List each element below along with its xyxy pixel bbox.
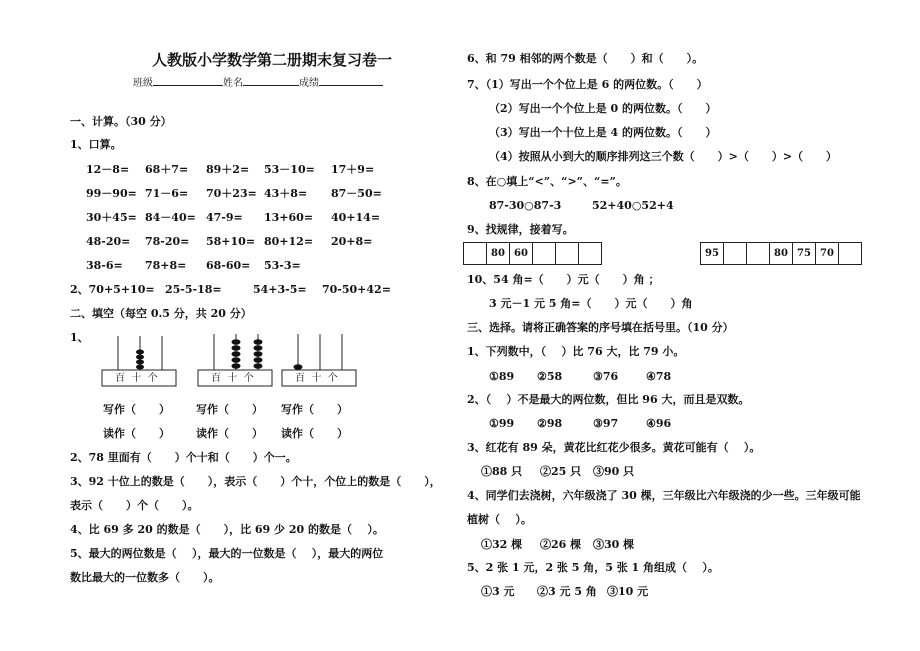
oral-calc-item: 80+12= [264, 235, 314, 248]
fill-q10-2: 3 元－1 元 5 角=（ ）元（ ）角 [489, 297, 693, 310]
oral-calc-item: 30＋45= [86, 211, 137, 224]
oral-calc-label: 1、口算。 [70, 138, 122, 151]
oral-calc-item: 20+8= [331, 235, 373, 248]
choice-q2-opt4: ④96 [646, 417, 672, 430]
q2-calc-item-2: 25-5-18= [165, 283, 222, 296]
oral-calc-item: 84－40= [145, 211, 196, 224]
oral-calc-item: 53-3= [264, 259, 301, 272]
choice-q1-opt3: ③76 [593, 370, 619, 383]
pattern-grid-2 [700, 242, 862, 265]
oral-calc-item: 78-20= [145, 235, 190, 248]
abacus-3-write: 写作（ ） [281, 403, 348, 416]
fill-q5-line1: 5、最大的两位数是（ ），最大的一位数是（ ），最大的两位 [70, 547, 384, 560]
choice-q4-opt2: ②26 棵 [540, 538, 582, 551]
fill-q7-1: 7、（1）写出一个个位上是 6 的两位数。（ ） [467, 78, 708, 91]
grid2-cell[interactable]: 80 [770, 243, 793, 265]
fill-q7-4: （4）按照从小到大的顺序排列这三个数（ ）>（ ）>（ ） [489, 150, 838, 163]
fill-q6: 6、和 79 相邻的两个数是（ ）和（ ）。 [467, 52, 704, 65]
choice-q2: 2、（ ）不是最大的两位数，但比 96 大，而且是双数。 [467, 393, 750, 406]
choice-q5-opt3: ③10 元 [607, 585, 649, 598]
choice-q1: 1、下列数中，（ ）比 76 大，比 79 小。 [467, 345, 685, 358]
fill-q10-1: 10、54 角=（ ）元（ ）角 ； [467, 273, 660, 286]
oral-calc-item: 13+60= [264, 211, 314, 224]
grid2-cell[interactable]: 75 [793, 243, 816, 265]
grid2-cell[interactable]: 95 [701, 243, 724, 265]
fill-q4: 4、比 69 多 20 的数是（ ），比 69 少 20 的数是（ ）。 [70, 523, 384, 536]
fill-q1-label: 1、 [70, 331, 89, 344]
choice-q3-opt1: ①88 只 [481, 465, 523, 478]
oral-calc-item: 70＋23= [206, 187, 257, 200]
oral-calc-item: 58+10= [206, 235, 256, 248]
fill-q7-3: （3）写出一个十位上是 4 的两位数。（ ） [489, 126, 717, 139]
grid1-cell[interactable] [579, 243, 602, 265]
grid2-cell[interactable] [747, 243, 770, 265]
choice-q5: 5、2 张 1 元，2 张 5 角，5 张 1 角组成（ ）。 [467, 561, 719, 574]
student-info-line [133, 75, 383, 91]
oral-calc-item: 89＋2= [206, 163, 250, 176]
class-blank[interactable] [153, 75, 223, 86]
choice-q4-line2: 植树（ ）。 [467, 513, 532, 526]
oral-calc-item: 47-9= [206, 211, 243, 224]
grid1-cell[interactable] [464, 243, 487, 265]
q2-calc-item-3: 54+3-5= [253, 283, 307, 296]
oral-calc-item: 40+14= [331, 211, 381, 224]
abacus-1-read: 读作（ ） [103, 427, 170, 440]
class-label: 班级 [133, 78, 153, 89]
pattern-grid-1 [463, 242, 602, 265]
abacus-2-write: 写作（ ） [196, 403, 263, 416]
name-label: 姓名 [223, 78, 243, 89]
fill-q3-line2: 表示（ ）个（ ）。 [70, 499, 199, 512]
choice-q5-opt1: ①3 元 [481, 585, 515, 598]
choice-q1-opt1: ①89 [489, 370, 515, 383]
oral-calc-item: 12－8= [86, 163, 130, 176]
fill-q7-2: （2）写出一个个位上是 0 的两位数。（ ） [489, 102, 717, 115]
choice-q1-opt2: ②58 [537, 370, 563, 383]
name-blank[interactable] [243, 75, 299, 86]
grid1-cell[interactable] [556, 243, 579, 265]
oral-calc-item: 68＋7= [145, 163, 189, 176]
choice-q3: 3、红花有 89 朵，黄花比红花少很多。黄花可能有（ ）。 [467, 441, 761, 454]
score-label: 成绩 [299, 78, 319, 89]
oral-calc-item: 43＋8= [264, 187, 308, 200]
oral-calc-item: 71－6= [145, 187, 189, 200]
oral-calc-item: 87－50= [331, 187, 382, 200]
grid1-cell[interactable] [533, 243, 556, 265]
choice-q4-opt1: ①32 棵 [481, 538, 523, 551]
oral-calc-item: 78+8= [145, 259, 187, 272]
oral-calc-item: 17＋9= [331, 163, 375, 176]
choice-q3-opt3: ③90 只 [593, 465, 635, 478]
choice-q4-line1: 4、同学们去浇树，六年级浇了 30 棵，三年级比六年级浇的少一些。三年级可能 [467, 489, 861, 502]
abacus-3-read: 读作（ ） [281, 427, 348, 440]
grid2-cell[interactable]: 70 [816, 243, 839, 265]
fill-q5-line2: 数比最大的一位数多（ ）。 [70, 571, 220, 584]
compare-item-1: 87-30○87-3 [489, 199, 562, 212]
choice-q1-opt4: ④78 [646, 370, 672, 383]
abacus-1-label: 百 十 个 [115, 373, 158, 384]
grid2-cell[interactable] [839, 243, 862, 265]
choice-q2-opt1: ①99 [489, 417, 515, 430]
choice-q5-opt2: ②3 元 5 角 [537, 585, 597, 598]
section-1-heading: 一、计算。（30 分） [70, 115, 172, 128]
choice-q3-opt2: ②25 只 [540, 465, 582, 478]
q2-calc-item-1: 2、70+5+10= [70, 283, 155, 296]
choice-q2-opt2: ②98 [537, 417, 563, 430]
abacus-1-write: 写作（ ） [103, 403, 170, 416]
oral-calc-item: 68-60= [206, 259, 251, 272]
abacus-3-label: 百 十 个 [295, 373, 338, 384]
choice-q2-opt3: ③97 [593, 417, 619, 430]
section-2-heading: 二、填空（每空 0.5 分，共 20 分） [70, 307, 252, 320]
page-title: 人教版小学数学第二册期末复习卷一 [152, 51, 393, 69]
choice-q4-opt3: ③30 棵 [593, 538, 635, 551]
oral-calc-item: 99－90= [86, 187, 137, 200]
fill-q3-line1: 3、92 十位上的数是（ ），表示（ ）个十，个位上的数是（ ）， [70, 475, 441, 488]
grid2-cell[interactable] [724, 243, 747, 265]
fill-q9: 9、找规律，接着写。 [467, 223, 574, 236]
section-3-heading: 三、选择。请将正确答案的序号填在括号里。（10 分） [467, 321, 734, 334]
q2-calc-item-4: 70-50+42= [322, 283, 391, 296]
fill-q2: 2、78 里面有（ ）个十和（ ）个一。 [70, 451, 297, 464]
grid1-cell[interactable]: 60 [510, 243, 533, 265]
fill-q8: 8、在○填上“<”、“>”、“=”。 [467, 175, 627, 188]
abacus-2-read: 读作（ ） [196, 427, 263, 440]
abacus-2-label: 百 十 个 [211, 373, 254, 384]
score-blank[interactable] [319, 75, 383, 86]
oral-calc-item: 48-20= [86, 235, 131, 248]
compare-item-2: 52+40○52+4 [592, 199, 674, 212]
oral-calc-item: 53－10= [264, 163, 315, 176]
oral-calc-item: 38-6= [86, 259, 123, 272]
grid1-cell[interactable]: 80 [487, 243, 510, 265]
